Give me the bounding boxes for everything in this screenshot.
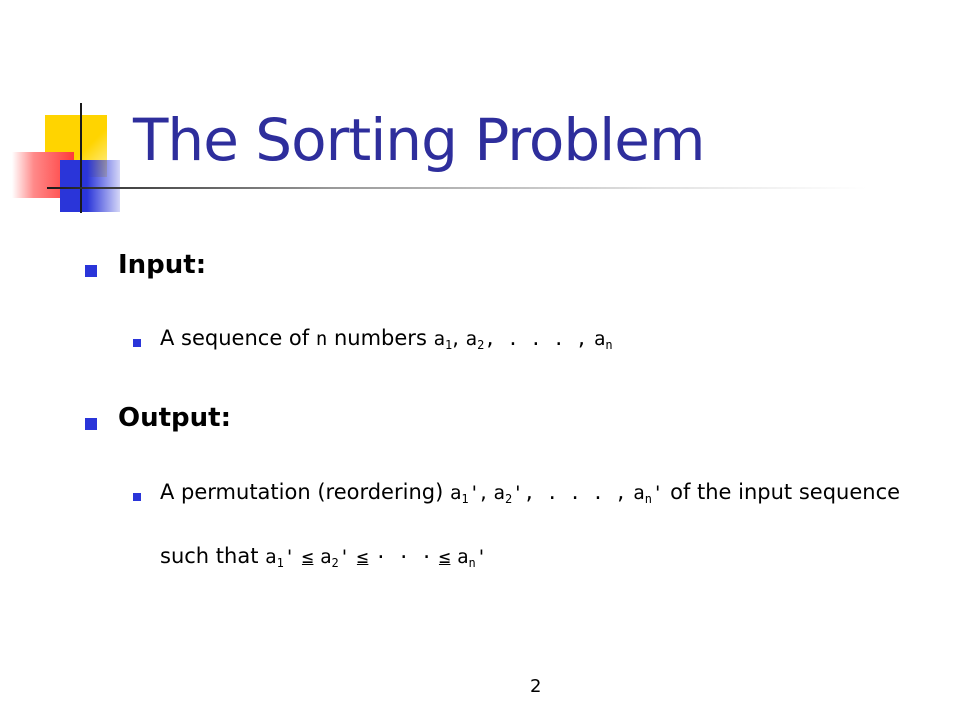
ineq-le-2: ≤	[356, 546, 369, 568]
input-description	[160, 326, 613, 352]
logo-vertical-line	[80, 103, 82, 213]
input-comma: ,	[452, 326, 459, 350]
bullet-square-icon	[85, 418, 97, 430]
ineq-le-3: ≤	[438, 546, 451, 568]
output-text-b: of the input sequence	[670, 480, 901, 504]
sub-bullet-square-icon	[133, 493, 141, 501]
input-var-an: $a_n$	[593, 328, 613, 352]
bullet-square-icon	[85, 265, 97, 277]
ineq-an-prime: $a_n'$	[457, 546, 488, 570]
output-description-line2	[160, 544, 487, 570]
input-ellipsis: , . . . ,	[484, 328, 588, 350]
output-var-a1-prime: $a_1'$	[449, 482, 481, 506]
ineq-a1-prime: $a_1'$	[265, 546, 296, 570]
sub-bullet-square-icon	[133, 339, 141, 347]
output-comma: ,	[480, 480, 487, 504]
output-ellipsis: , . . . ,	[523, 482, 627, 504]
output-description-line1	[160, 480, 900, 506]
input-text-b: numbers	[333, 326, 427, 350]
slide-title: The Sorting Problem	[133, 106, 705, 174]
output-var-a2-prime: $a_2'$	[493, 482, 524, 506]
title-underline-rule	[47, 187, 867, 189]
input-text-a: A sequence of	[160, 326, 310, 350]
bullet-input-heading: Input:	[118, 250, 207, 280]
logo-blue-square	[60, 160, 120, 212]
input-var-a1: $a_1$	[433, 328, 453, 352]
bullet-output-heading: Output:	[118, 403, 231, 433]
ineq-le-1: ≤	[301, 546, 314, 568]
output-text-a: A permutation (reordering)	[160, 480, 444, 504]
input-var-a2: $a_2$	[465, 328, 485, 352]
output-var-an-prime: $a_n'$	[633, 482, 664, 506]
page-number: 2	[530, 676, 542, 697]
ineq-middots: · · ·	[375, 546, 433, 568]
input-var-n: n	[315, 328, 328, 350]
ineq-a2-prime: $a_2'$	[320, 546, 351, 570]
output-such-that: such that	[160, 544, 259, 568]
